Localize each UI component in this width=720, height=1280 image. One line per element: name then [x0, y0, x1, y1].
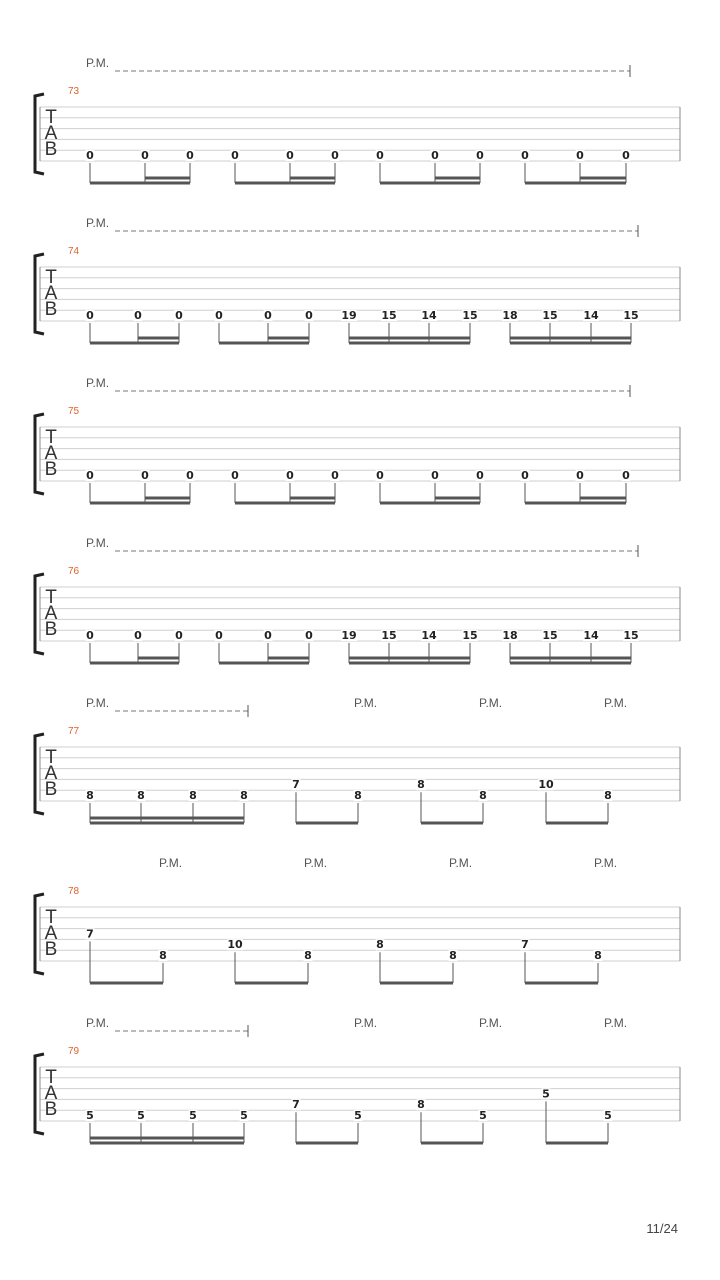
- fret-number: 0: [215, 309, 223, 322]
- bar-number: 76: [68, 566, 80, 577]
- palm-mute-label: P.M.: [604, 1016, 628, 1030]
- tab-clef-letter: T: [45, 907, 57, 928]
- fret-number: 0: [186, 149, 194, 162]
- fret-number: 5: [86, 1109, 94, 1122]
- fret-number: 14: [421, 629, 437, 642]
- fret-number: 0: [175, 629, 183, 642]
- tab-clef-letter: B: [44, 139, 58, 160]
- palm-mute-label: P.M.: [449, 856, 473, 870]
- fret-number: 10: [227, 938, 243, 952]
- fret-number: 0: [134, 629, 142, 642]
- fret-number: 5: [542, 1087, 550, 1101]
- palm-mute-label: P.M.: [594, 856, 618, 870]
- tab-clef-letter: T: [45, 427, 57, 448]
- fret-number: 8: [479, 789, 487, 802]
- fret-number: 0: [476, 149, 484, 162]
- fret-number: 8: [604, 789, 612, 802]
- fret-number: 0: [134, 309, 142, 322]
- fret-number: 5: [240, 1109, 248, 1122]
- fret-number: 5: [189, 1109, 197, 1122]
- palm-mute-label: P.M.: [86, 56, 110, 70]
- palm-mute-label: P.M.: [159, 856, 183, 870]
- bar-number: 75: [68, 406, 80, 417]
- fret-number: 8: [159, 949, 167, 962]
- fret-number: 0: [376, 469, 384, 482]
- fret-number: 0: [331, 469, 339, 482]
- fret-number: 7: [86, 927, 94, 941]
- fret-number: 15: [542, 309, 558, 322]
- fret-number: 10: [538, 778, 554, 792]
- tab-clef-letter: B: [44, 779, 58, 800]
- fret-number: 18: [502, 309, 518, 322]
- fret-number: 14: [421, 309, 437, 322]
- fret-number: 7: [292, 1098, 300, 1112]
- fret-number: 8: [449, 949, 457, 962]
- fret-number: 0: [521, 149, 529, 162]
- fret-number: 5: [354, 1109, 362, 1122]
- tab-clef-letter: A: [44, 1083, 58, 1104]
- fret-number: 5: [604, 1109, 612, 1122]
- palm-mute-label: P.M.: [604, 696, 628, 710]
- tab-system-73: [35, 56, 680, 183]
- fret-number: 8: [304, 949, 312, 962]
- palm-mute-label: P.M.: [479, 1016, 503, 1030]
- fret-number: 14: [583, 309, 599, 322]
- tab-system-76: [35, 536, 680, 663]
- palm-mute-label: P.M.: [86, 376, 110, 390]
- tab-clef-letter: B: [44, 939, 58, 960]
- fret-number: 8: [354, 789, 362, 802]
- fret-number: 18: [502, 629, 518, 642]
- palm-mute-label: P.M.: [354, 1016, 378, 1030]
- bar-number: 79: [68, 1046, 80, 1057]
- fret-number: 0: [286, 469, 294, 482]
- tab-clef-letter: B: [44, 299, 58, 320]
- fret-number: 8: [189, 789, 197, 802]
- fret-number: 8: [594, 949, 602, 962]
- fret-number: 0: [521, 469, 529, 482]
- fret-number: 15: [462, 309, 478, 322]
- tab-clef-letter: B: [44, 619, 58, 640]
- tab-system-75: [35, 376, 680, 503]
- fret-number: 0: [376, 149, 384, 162]
- palm-mute-label: P.M.: [354, 696, 378, 710]
- fret-number: 0: [305, 629, 313, 642]
- tab-system-78: [35, 856, 680, 983]
- fret-number: 8: [376, 938, 384, 952]
- palm-mute-label: P.M.: [86, 1016, 110, 1030]
- tab-clef-letter: A: [44, 923, 58, 944]
- fret-number: 0: [576, 469, 584, 482]
- bar-number: 78: [68, 886, 80, 897]
- fret-number: 8: [417, 1098, 425, 1112]
- fret-number: 0: [86, 469, 94, 482]
- fret-number: 0: [622, 149, 630, 162]
- fret-number: 0: [141, 149, 149, 162]
- palm-mute-label: P.M.: [304, 856, 328, 870]
- fret-number: 8: [417, 778, 425, 792]
- tab-clef-letter: T: [45, 267, 57, 288]
- tab-system-77: [35, 696, 680, 823]
- fret-number: 0: [431, 149, 439, 162]
- fret-number: 0: [141, 469, 149, 482]
- fret-number: 0: [286, 149, 294, 162]
- fret-number: 15: [381, 309, 397, 322]
- tab-clef-letter: A: [44, 123, 58, 144]
- bar-number: 77: [68, 726, 80, 737]
- tab-clef-letter: A: [44, 603, 58, 624]
- fret-number: 0: [264, 629, 272, 642]
- fret-number: 8: [86, 789, 94, 802]
- fret-number: 0: [175, 309, 183, 322]
- tab-system-74: [35, 216, 680, 343]
- fret-number: 0: [305, 309, 313, 322]
- fret-number: 0: [86, 629, 94, 642]
- fret-number: 0: [215, 629, 223, 642]
- tab-clef-letter: B: [44, 459, 58, 480]
- fret-number: 8: [137, 789, 145, 802]
- fret-number: 15: [623, 309, 639, 322]
- fret-number: 14: [583, 629, 599, 642]
- tab-clef-letter: T: [45, 587, 57, 608]
- fret-number: 0: [86, 309, 94, 322]
- palm-mute-label: P.M.: [86, 216, 110, 230]
- fret-number: 15: [542, 629, 558, 642]
- tab-system-79: [35, 1016, 680, 1143]
- bar-number: 74: [68, 246, 80, 257]
- fret-number: 15: [462, 629, 478, 642]
- tab-clef-letter: A: [44, 283, 58, 304]
- fret-number: 8: [240, 789, 248, 802]
- fret-number: 19: [341, 309, 357, 322]
- fret-number: 0: [476, 469, 484, 482]
- fret-number: 7: [521, 938, 529, 952]
- fret-number: 5: [137, 1109, 145, 1122]
- fret-number: 0: [186, 469, 194, 482]
- fret-number: 5: [479, 1109, 487, 1122]
- fret-number: 0: [231, 149, 239, 162]
- fret-number: 15: [381, 629, 397, 642]
- fret-number: 0: [622, 469, 630, 482]
- fret-number: 15: [623, 629, 639, 642]
- fret-number: 19: [341, 629, 357, 642]
- palm-mute-label: P.M.: [86, 696, 110, 710]
- tab-clef-letter: A: [44, 763, 58, 784]
- tab-clef-letter: T: [45, 107, 57, 128]
- palm-mute-label: P.M.: [86, 536, 110, 550]
- fret-number: 7: [292, 778, 300, 792]
- fret-number: 0: [264, 309, 272, 322]
- tab-clef-letter: T: [45, 747, 57, 768]
- fret-number: 0: [231, 469, 239, 482]
- palm-mute-label: P.M.: [479, 696, 503, 710]
- page-number: 11/24: [646, 1221, 678, 1236]
- fret-number: 0: [431, 469, 439, 482]
- fret-number: 0: [86, 149, 94, 162]
- tab-clef-letter: T: [45, 1067, 57, 1088]
- tab-clef-letter: A: [44, 443, 58, 464]
- fret-number: 0: [576, 149, 584, 162]
- fret-number: 0: [331, 149, 339, 162]
- tab-clef-letter: B: [44, 1099, 58, 1120]
- bar-number: 73: [68, 86, 80, 97]
